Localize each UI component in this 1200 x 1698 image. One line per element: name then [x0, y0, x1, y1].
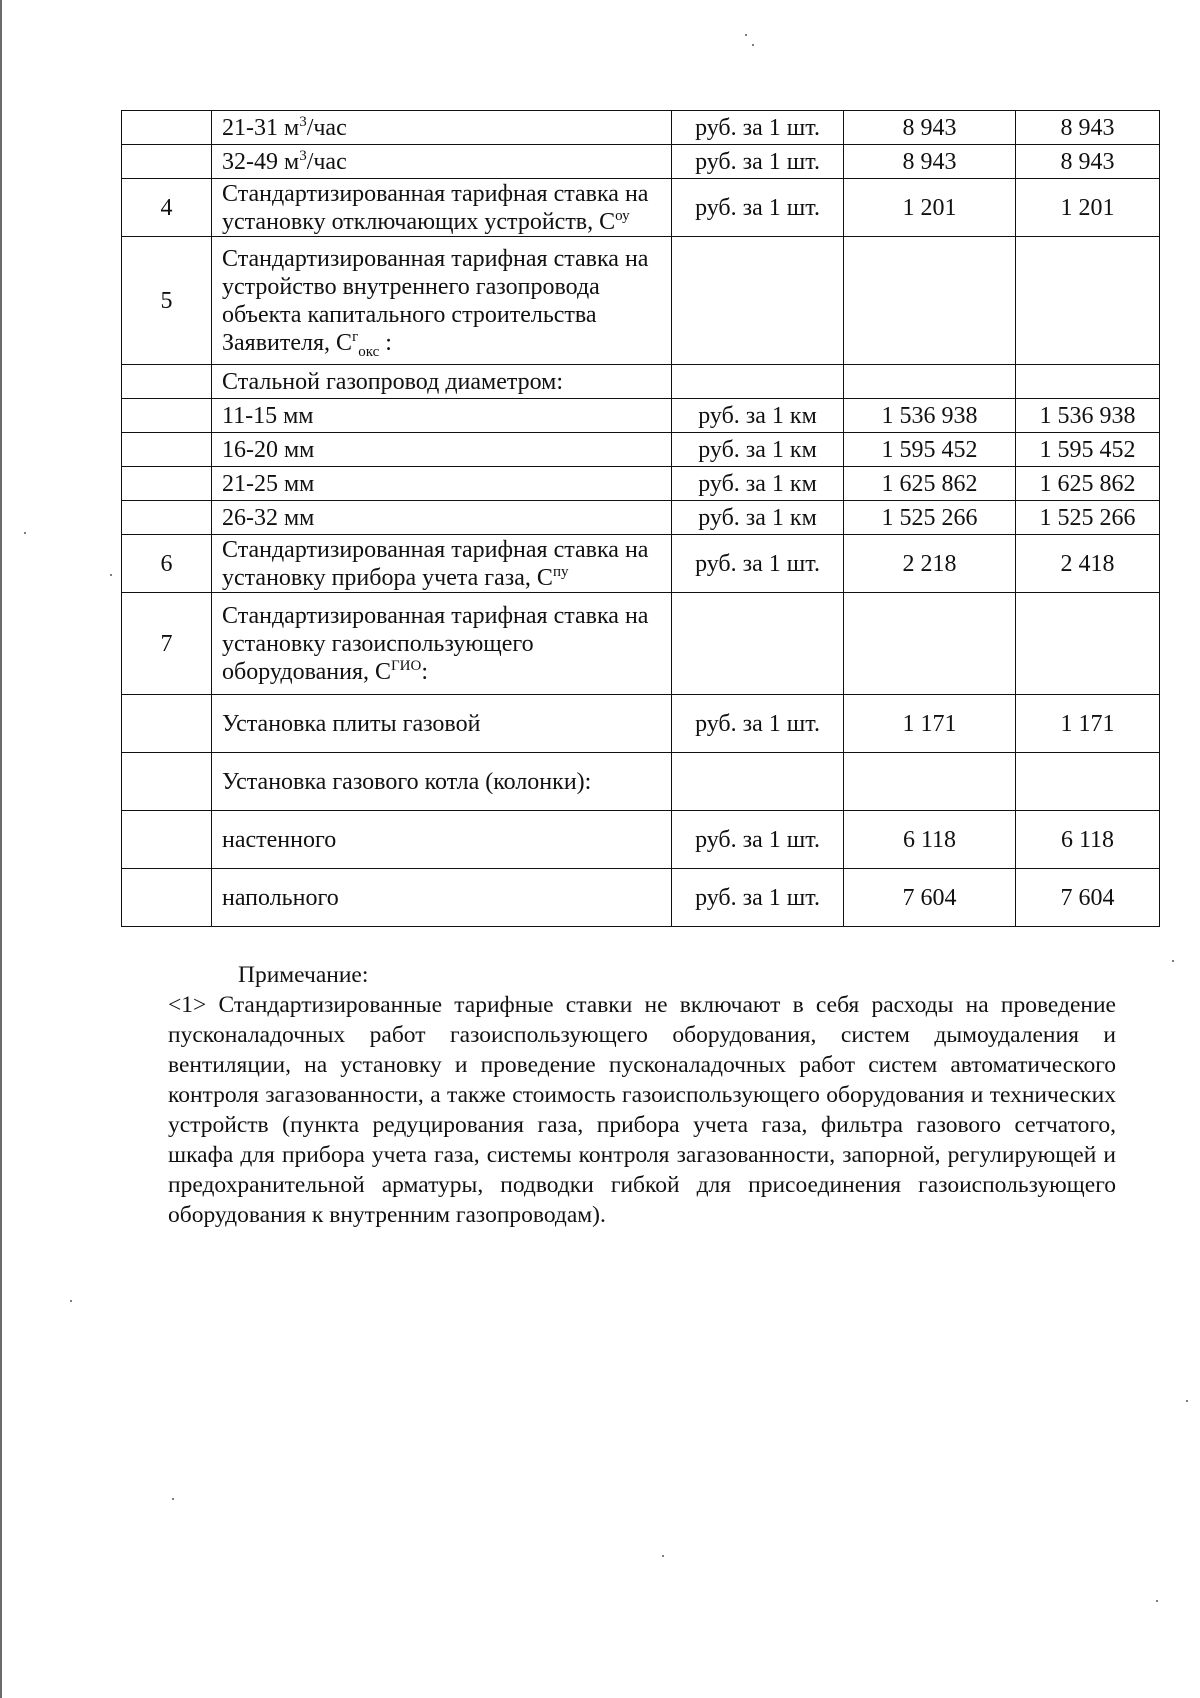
row-unit: руб. за 1 км [672, 433, 844, 467]
row-value-1: 1 525 266 [844, 501, 1016, 535]
row-unit: руб. за 1 шт. [672, 179, 844, 237]
row-value-2: 1 525 266 [1016, 501, 1160, 535]
row-value-2: 1 201 [1016, 179, 1160, 237]
table-row [122, 501, 1160, 535]
row-number [122, 365, 212, 399]
row-unit: руб. за 1 км [672, 399, 844, 433]
row-value-2: 6 118 [1016, 811, 1160, 869]
table-row [122, 145, 1160, 179]
row-description: Стандартизированная тарифная ставка на установку прибора учета газа, $С^{пу}$ [212, 535, 672, 593]
row-value-1: 1 171 [844, 695, 1016, 753]
table-row [122, 695, 1160, 753]
row-description: 32-49 $м^3$/час [212, 145, 672, 179]
row-number [122, 145, 212, 179]
row-value-1: 1 625 862 [844, 467, 1016, 501]
row-number [122, 811, 212, 869]
table-row [122, 869, 1160, 927]
row-number [122, 695, 212, 753]
row-value-1: 8 943 [844, 111, 1016, 145]
row-unit: руб. за 1 шт. [672, 695, 844, 753]
row-unit: руб. за 1 шт. [672, 535, 844, 593]
row-value-2: 2 418 [1016, 535, 1160, 593]
scan-speck [1172, 960, 1174, 962]
row-unit: руб. за 1 шт. [672, 869, 844, 927]
scan-speck [1156, 1600, 1158, 1602]
table-row [122, 237, 1160, 365]
row-description: Стандартизированная тарифная ставка на установку отключающих устройств, $С^{оу}$ [212, 179, 672, 237]
row-unit [672, 237, 844, 365]
row-value-2: 8 943 [1016, 145, 1160, 179]
scan-speck [752, 44, 754, 46]
table-row [122, 535, 1160, 593]
scan-speck [70, 1300, 72, 1302]
row-number [122, 869, 212, 927]
note-body: <1> Стандартизированные тарифные ставки не включают в себя расходы на проведение пусконаладочных работ газоиспользующего оборудования, систем дымоудаления и вентиляции, на установку и проведение пусконаладочных работ систем автоматического контроля загазованности, а также стоимость газоиспользующего оборудования и технических устройств (пункта редуцирования газа, прибора учета газа, фильтра газового сетчатого, шкафа для прибора учета газа, системы контроля загазованности, запорной, регулирующей и предохранительной арматуры, подводки гибкой для присоединения газоиспользующего оборудования к внутренним газопроводам). [168, 992, 1116, 1228]
table-row [122, 399, 1160, 433]
row-value-2 [1016, 593, 1160, 695]
table-row [122, 753, 1160, 811]
scan-speck [172, 1498, 174, 1500]
row-unit: руб. за 1 шт. [672, 811, 844, 869]
row-description: настенного [212, 811, 672, 869]
row-value-2: 1 595 452 [1016, 433, 1160, 467]
row-number [122, 467, 212, 501]
row-unit: руб. за 1 км [672, 501, 844, 535]
row-description: 16-20 мм [212, 433, 672, 467]
row-value-2 [1016, 237, 1160, 365]
row-description: 21-31 $м^3$/час [212, 111, 672, 145]
scan-speck [24, 532, 26, 534]
row-value-2: 7 604 [1016, 869, 1160, 927]
table-row [122, 593, 1160, 695]
row-description: Стандартизированная тарифная ставка на устройство внутреннего газопровода объекта капитального строительства Заявителя, $С^г_{окс}$ : [212, 237, 672, 365]
table-row [122, 365, 1160, 399]
row-description: Установка газового котла (колонки): [212, 753, 672, 811]
row-value-2 [1016, 365, 1160, 399]
row-number [122, 111, 212, 145]
row-value-1: 1 536 938 [844, 399, 1016, 433]
row-number [122, 399, 212, 433]
row-value-1: 7 604 [844, 869, 1016, 927]
row-value-2 [1016, 753, 1160, 811]
row-description: напольного [212, 869, 672, 927]
row-value-1 [844, 237, 1016, 365]
table-row [122, 811, 1160, 869]
scan-speck [110, 574, 112, 576]
row-unit: руб. за 1 шт. [672, 145, 844, 179]
row-unit: руб. за 1 шт. [672, 111, 844, 145]
row-value-1: 6 118 [844, 811, 1016, 869]
table-row [122, 433, 1160, 467]
row-unit: руб. за 1 км [672, 467, 844, 501]
row-number [122, 501, 212, 535]
table-row [122, 179, 1160, 237]
row-value-1 [844, 593, 1016, 695]
row-value-1: 2 218 [844, 535, 1016, 593]
row-value-2: 1 625 862 [1016, 467, 1160, 501]
row-number: 4 [122, 179, 212, 237]
row-description: 21-25 мм [212, 467, 672, 501]
row-value-2: 1 536 938 [1016, 399, 1160, 433]
scan-speck [662, 1555, 664, 1557]
scan-page-edge [0, 0, 2, 1698]
row-description: 11-15 мм [212, 399, 672, 433]
scan-speck [745, 34, 747, 36]
row-value-2: 8 943 [1016, 111, 1160, 145]
row-description: 26-32 мм [212, 501, 672, 535]
table-row [122, 111, 1160, 145]
row-value-1: 1 201 [844, 179, 1016, 237]
row-number [122, 753, 212, 811]
row-description: Установка плиты газовой [212, 695, 672, 753]
tariff-table [121, 110, 1160, 927]
row-value-1 [844, 365, 1016, 399]
row-unit [672, 593, 844, 695]
row-value-1: 8 943 [844, 145, 1016, 179]
row-number: 7 [122, 593, 212, 695]
row-value-1: 1 595 452 [844, 433, 1016, 467]
row-unit [672, 365, 844, 399]
row-number [122, 433, 212, 467]
row-description: Стальной газопровод диаметром: [212, 365, 672, 399]
row-value-2: 1 171 [1016, 695, 1160, 753]
row-unit [672, 753, 844, 811]
note-title: Примечание: [238, 962, 369, 988]
row-value-1 [844, 753, 1016, 811]
row-number: 5 [122, 237, 212, 365]
row-description: Стандартизированная тарифная ставка на установку газоиспользующего оборудования, $С^{ГИО}$: [212, 593, 672, 695]
scan-speck [1186, 1400, 1188, 1402]
row-number: 6 [122, 535, 212, 593]
footnote-section [168, 960, 1116, 1230]
table-row [122, 467, 1160, 501]
